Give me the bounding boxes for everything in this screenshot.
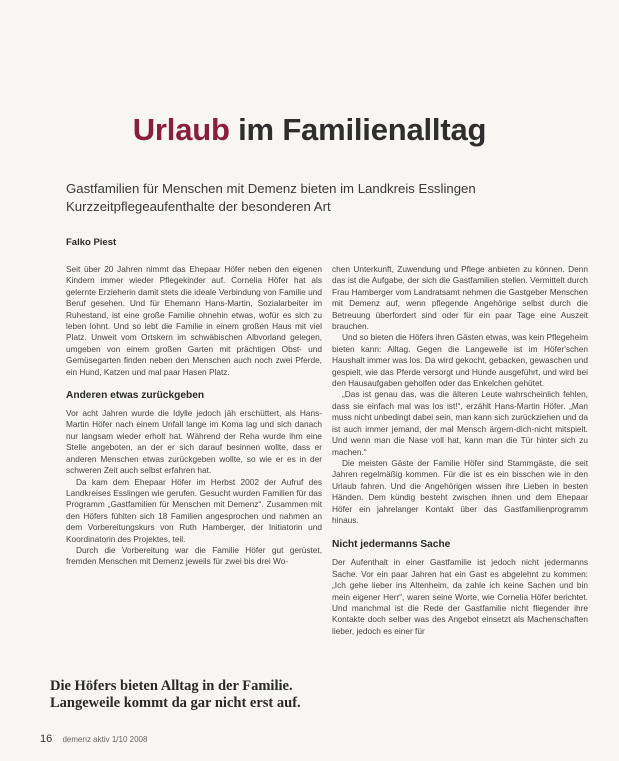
pull-quote-line-1: Die Höfers bieten Alltag in der Familie.: [50, 678, 293, 694]
paragraph: Durch die Vorbereitung war die Familie Höfer gut gerüstet, fremden Menschen mit Demenz jeweils für zwei bis drei Wo-: [66, 544, 322, 567]
paragraph: Und so bieten die Höfers ihren Gästen etwas, was kein Pflegeheim bieten kann: Alltag. Gegen die Langeweile ist im Höfer'schen Haushalt immer was los. Da wird gekocht, gebacken, gewaschen und gespielt, wie das Pferde versorgt und Hunde ausgeführt, und wird bei den Hausaufgaben geholfen oder das Enkelchen gehütet.: [332, 332, 588, 389]
subtitle-line-2: Kurzzeitpflegeaufenthalte der besonderen Art: [66, 199, 331, 214]
paragraph: chen Unterkunft, Zuwendung und Pflege anbieten zu können. Denn das ist die Aufgabe, der sich die Gastfamilien stellen. Vermittelt durch Frau Hamberger vom Landratsamt nehmen die Gastgeber Menschen mit Demenz auf, wenn pflegende Angehörige selbst durch die Betreuung überfordert sind oder für ein paar Tage eine Auszeit brauchen.: [332, 264, 588, 332]
left-column: [66, 264, 322, 568]
article-title: [0, 112, 619, 148]
article-subtitle: [66, 180, 566, 216]
paragraph: Vor acht Jahren wurde die Idylle jedoch jäh erschüttert, als Hans-Martin Höfer nach einem Unfall lange im Koma lag und sich danach nur langsam wieder erholt hat. Während der Reha wurde ihm eine Stelle angeboten, an der er sich darauf besinnen wollte, dass er anderen Menschen etwas zurückgeben wollte, so wie er es in der schweren Zeit auch selbst erfahren hat.: [66, 408, 322, 476]
paragraph: Da kam dem Ehepaar Höfer im Herbst 2002 der Aufruf des Landkreises Esslingen wie gerufen. Gesucht wurden Familien für das Programm „Gastfamilien für Menschen mit Demenz“. Zusammen mit den Höfers fühlten sich 18 Familien angesprochen und nahmen an dem Vorbereitungskurs von Ruth Hamberger, der Initiatorin und Koordinatorin des Projektes, teil.: [66, 476, 322, 544]
pull-quote-line-2: Langeweile kommt da gar nicht erst auf.: [50, 695, 301, 711]
title-accent: Urlaub: [132, 112, 230, 147]
subtitle-line-1: Gastfamilien für Menschen mit Demenz bieten im Landkreis Esslingen: [66, 181, 476, 196]
paragraph: Seit über 20 Jahren nimmt das Ehepaar Höfer neben den eigenen Kindern immer wieder Pflegekinder auf. Cornelia Höfer hat als gelernte Erzieherin damit stets die ideale Verbindung von Familie und Beruf gesehen. Und für Ehemann Hans-Martin, Sozialarbeiter im Ruhestand, ist eine große Familie ohnehin etwas, wofür es sich zu leben lohnt. Und so lebt die Familie in einem großen Haus mit viel Platz. Unweit vom Ortskern im schwäbischen Albvorland gelegen, umgeben von einem großen Garten mit prächtigen Obst- und Gemüsegarten finden neben den Menschen auch noch zwei Pferde, ein Hund, Katzen und mal paar Hasen Platz.: [66, 264, 322, 377]
pull-quote: [50, 678, 340, 712]
author-byline: Falko Piest: [66, 237, 117, 248]
page-footer: [40, 733, 147, 745]
section-heading: Anderen etwas zurückgeben: [66, 390, 205, 402]
paragraph: Der Aufenthalt in einer Gastfamilie ist jedoch nicht jedermanns Sache. Vor ein paar Jahren hat ein Gast es abgelehnt zu kommen: „Ich gehe lieber ins Altenheim, da zahle ich keine Sachen und bin mein eigener Herr“, waren seine Worte, wie Cornelia Höfer berichtet. Und manchmal ist die Rede der Gastfamilie nicht fliegender ihre Kontakte doch selber was des Angebot einsetzt als Machenschaften lieber, jedoch es einer für: [332, 557, 588, 636]
publication-info: demenz aktiv 1/10 2008: [62, 735, 148, 744]
page-number: 16: [40, 733, 53, 745]
paragraph: „Das ist genau das, was die älteren Leute wahrscheinlich fehlen, dass sie einfach mal was los ist!“, erzählt Hans-Martin Höfer. „Man muss nicht unbedingt dabei sein, man kann sich zurückziehen und da ist auch immer jemand, der mal Mensch ärgern-dich-nicht mitspielt. Und wenn man die Nase voll hat, kann man die Tür hinter sich zu machen.“: [332, 389, 588, 457]
title-rest: im Familienalltag: [229, 112, 487, 147]
right-column: [332, 264, 588, 637]
paragraph: Die meisten Gäste der Familie Höfer sind Stammgäste, die seit Jahren regelmäßig kommen. Für die ist es ein bisschen wie in den Urlaub fahren. Und die Angehörigen wissen ihre Lieben in besten Händen. Dem kündig besteht zwischen ihnen und dem Ehepaar Höfer ein jahrelanger Kontakt über das Gastfamilienprogramm hinaus.: [332, 457, 588, 525]
section-heading: Nicht jedermanns Sache: [332, 539, 451, 551]
